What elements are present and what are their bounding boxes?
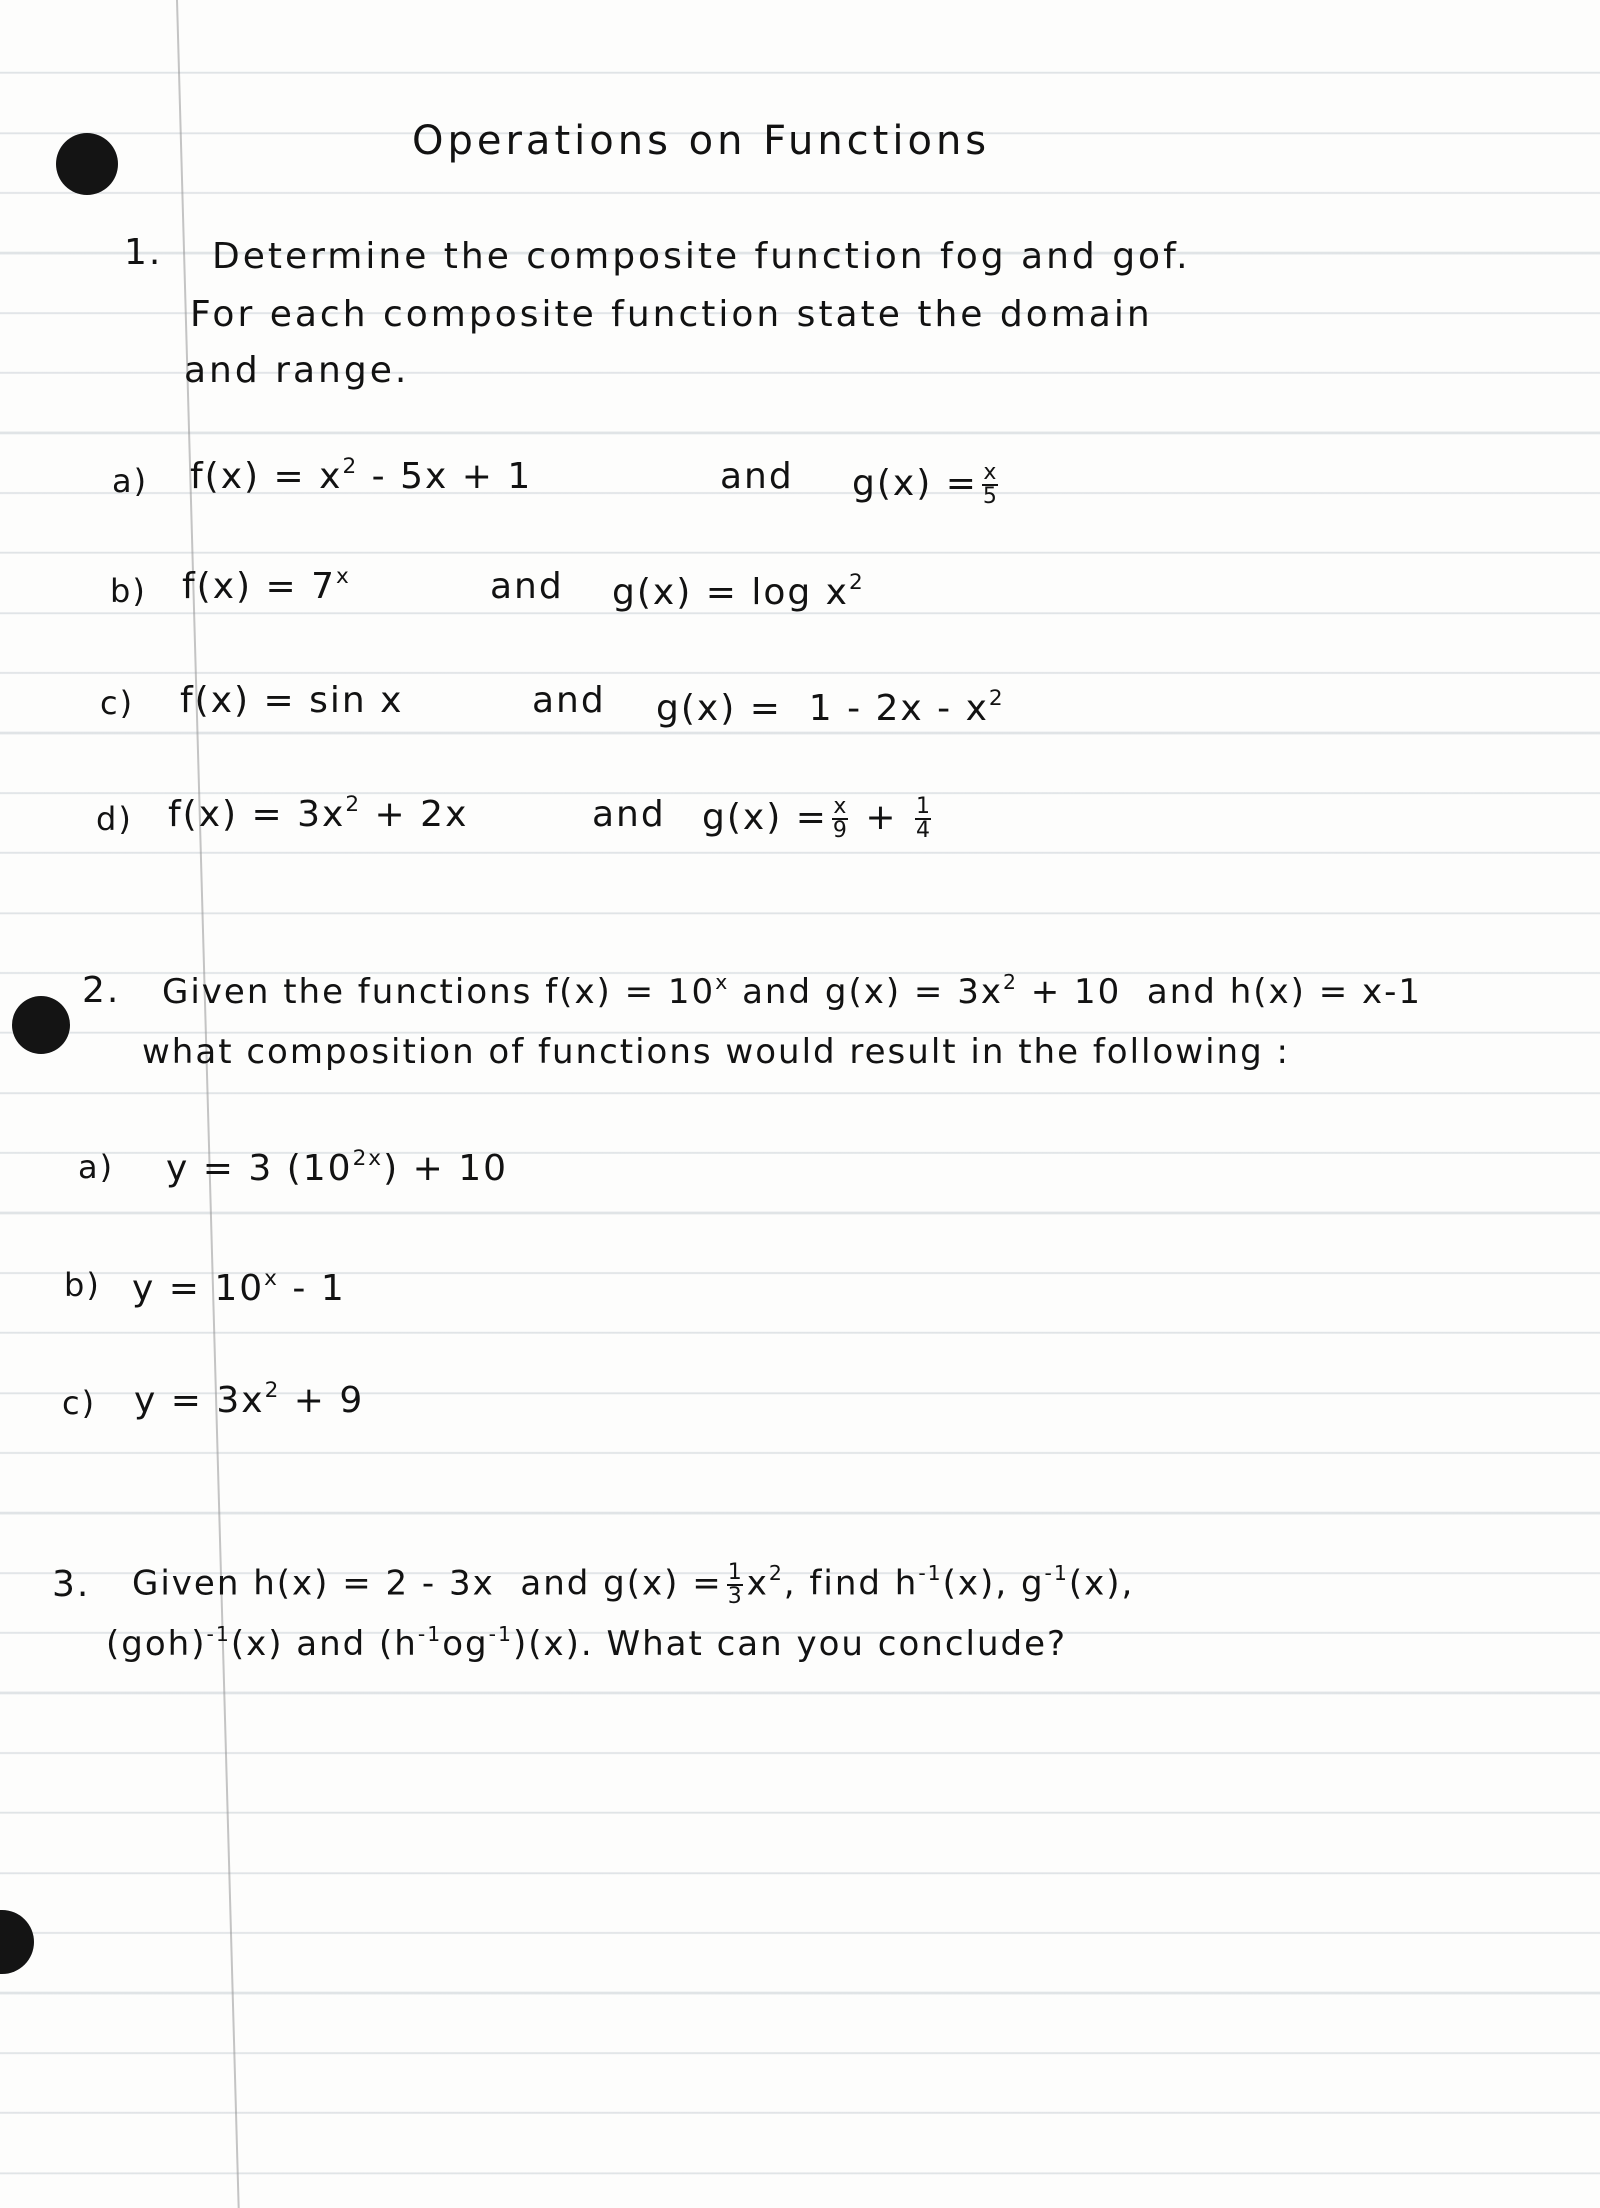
part-label: d) <box>96 800 133 838</box>
punch-hole <box>12 996 70 1054</box>
question-number: 2. <box>82 970 121 1011</box>
question-number: 3. <box>52 1564 91 1605</box>
question-text-line: Given h(x) = 2 - 3x and g(x) = $\frac{1}{3}$ $x^2$, find $h^{-1}(x)$, $g^{-1}(x)$, <box>132 1560 1135 1609</box>
function-g: $g(x) = \log x^2$ <box>612 570 865 613</box>
part-label: b) <box>110 572 147 610</box>
expression: $y = 3x^2 + 9$ <box>134 1378 365 1421</box>
function-f: $f(x) = x^2 - 5x + 1$ <box>190 454 533 497</box>
function-f: f(x) = 7$^x$ <box>182 564 351 607</box>
part-label: c) <box>100 684 135 722</box>
and-text: and <box>592 794 666 835</box>
function-g: $g(x) = 1 - 2x - x^2$ <box>656 686 1005 729</box>
part-label: b) <box>64 1266 101 1304</box>
punch-hole <box>56 133 118 195</box>
question-text-line: (goh)$^{-1}$(x) and $(h^{-1}og^{-1})(x)$. What can you conclude? <box>106 1621 1068 1664</box>
and-text: and <box>532 680 606 721</box>
expression: $y = 10^x - 1$ <box>132 1266 346 1309</box>
question-text-line: what composition of functions would result in the following : <box>142 1032 1290 1072</box>
page-title: Operations on Functions <box>412 118 991 164</box>
question-text-line: For each composite function state the domain <box>190 294 1153 335</box>
function-f: f(x) = sin x <box>180 680 404 721</box>
and-text: and <box>490 566 564 607</box>
question-number: 1. <box>124 232 163 273</box>
function-g: g(x) = $\frac{x}{5}$ <box>852 460 997 509</box>
and-text: and <box>720 456 794 497</box>
question-text-line: and range. <box>184 350 410 391</box>
part-label: a) <box>78 1148 115 1186</box>
fraction: $\frac{x}{9}$ <box>832 794 847 843</box>
function-g: g(x) = $\frac{x}{9}$ + $\frac{1}{4}$ <box>702 794 930 843</box>
fraction: $\frac{x}{5}$ <box>982 460 997 509</box>
question-text-line: Given the functions $f(x) = 10^x$ and $g(x) = 3x^2 + 10$ and h(x) = x-1 <box>162 969 1423 1012</box>
expression: y = 3 $(10^{2x}) + 10$ <box>166 1146 508 1189</box>
fraction: $\frac{1}{3}$ <box>727 1560 742 1609</box>
part-label: c) <box>62 1384 97 1422</box>
punch-hole <box>0 1910 34 1974</box>
question-text-line: Determine the composite function fog and gof. <box>212 236 1191 277</box>
function-f: $f(x) = 3x^2 + 2x$ <box>168 792 469 835</box>
fraction: $\frac{1}{4}$ <box>915 794 930 843</box>
part-label: a) <box>112 462 149 500</box>
